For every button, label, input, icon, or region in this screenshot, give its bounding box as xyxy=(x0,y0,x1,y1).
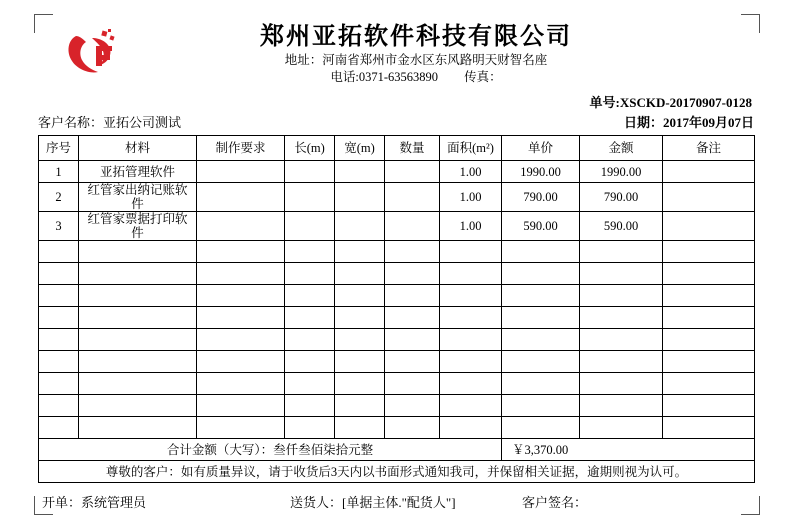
cell-empty xyxy=(39,307,79,329)
header-text-block xyxy=(38,22,754,86)
cell-empty xyxy=(385,329,440,351)
cell-empty xyxy=(197,417,285,439)
cell-index: 2 xyxy=(39,183,79,212)
cell-empty xyxy=(385,351,440,373)
cell-unit-price: 790.00 xyxy=(502,183,580,212)
cell-empty xyxy=(502,329,580,351)
cell-amount: 790.00 xyxy=(580,183,663,212)
cell-empty xyxy=(39,329,79,351)
cell-empty xyxy=(39,351,79,373)
cell-empty xyxy=(385,285,440,307)
col-length: 长(m) xyxy=(285,136,335,161)
cell-empty xyxy=(335,417,385,439)
col-width: 宽(m) xyxy=(335,136,385,161)
cell-empty xyxy=(440,351,502,373)
cell-empty xyxy=(285,285,335,307)
table-row-empty xyxy=(39,329,755,351)
cell-amount: 1990.00 xyxy=(580,161,663,183)
cell-empty xyxy=(663,351,755,373)
cell-unit-price: 1990.00 xyxy=(502,161,580,183)
cell-empty xyxy=(79,263,197,285)
cell-width xyxy=(335,161,385,183)
cell-unit-price: 590.00 xyxy=(502,212,580,241)
cell-empty xyxy=(285,241,335,263)
table-body xyxy=(39,161,755,439)
cell-empty xyxy=(285,329,335,351)
company-phone: 电话:0371-63563890 xyxy=(330,70,439,84)
cell-empty xyxy=(580,241,663,263)
cell-empty xyxy=(502,417,580,439)
cell-empty xyxy=(197,307,285,329)
table-row xyxy=(39,212,755,241)
cell-empty xyxy=(580,307,663,329)
cell-empty xyxy=(79,307,197,329)
cell-empty xyxy=(335,373,385,395)
cell-empty xyxy=(197,285,285,307)
cell-empty xyxy=(385,395,440,417)
cell-empty xyxy=(79,241,197,263)
cell-length xyxy=(285,212,335,241)
company-address: 地址：河南省郑州市金水区东风路明天财智名座 xyxy=(284,53,548,67)
cell-empty xyxy=(440,241,502,263)
col-remark: 备注 xyxy=(663,136,755,161)
cell-empty xyxy=(39,285,79,307)
cell-empty xyxy=(335,351,385,373)
cell-empty xyxy=(197,351,285,373)
table-row-empty xyxy=(39,263,755,285)
cell-quantity xyxy=(385,212,440,241)
cell-empty xyxy=(580,263,663,285)
cell-empty xyxy=(663,263,755,285)
cell-empty xyxy=(39,417,79,439)
company-name: 郑州亚拓软件科技有限公司 xyxy=(260,24,572,50)
cell-area: 1.00 xyxy=(440,183,502,212)
cell-remark xyxy=(663,161,755,183)
document-footer xyxy=(38,492,754,511)
footer-maker: 开单：系统管理员 xyxy=(42,495,147,510)
cell-empty xyxy=(79,395,197,417)
table-row xyxy=(39,161,755,183)
footer-deliverer: 送货人：[单据主体."配货人"] xyxy=(290,495,456,510)
table-header xyxy=(39,136,755,161)
cell-material: 红管家票据打印软件 xyxy=(79,212,197,241)
cell-quantity xyxy=(385,161,440,183)
cell-empty xyxy=(440,395,502,417)
company-logo-icon xyxy=(62,28,124,80)
order-number: 单号:XSCKD-20170907-0128 xyxy=(589,95,752,110)
cell-empty xyxy=(197,241,285,263)
cell-amount: 590.00 xyxy=(580,212,663,241)
cell-empty xyxy=(385,307,440,329)
cell-empty xyxy=(385,373,440,395)
col-unit-price: 单价 xyxy=(502,136,580,161)
table-row-empty xyxy=(39,307,755,329)
cell-empty xyxy=(580,351,663,373)
customer-name: 亚拓公司测试 xyxy=(103,115,182,130)
cell-empty xyxy=(502,351,580,373)
table-row xyxy=(39,183,755,212)
cell-empty xyxy=(335,307,385,329)
cell-empty xyxy=(440,307,502,329)
cell-empty xyxy=(335,241,385,263)
cell-empty xyxy=(385,241,440,263)
cell-empty xyxy=(663,373,755,395)
table-row-empty xyxy=(39,373,755,395)
cell-empty xyxy=(285,263,335,285)
cell-empty xyxy=(335,395,385,417)
order-date: 日期：2017年09月07日 xyxy=(623,115,754,130)
cell-empty xyxy=(663,417,755,439)
cell-requirement xyxy=(197,161,285,183)
cell-empty xyxy=(79,351,197,373)
cell-empty xyxy=(663,307,755,329)
cell-empty xyxy=(580,395,663,417)
cell-empty xyxy=(335,329,385,351)
cell-index: 1 xyxy=(39,161,79,183)
table-header-row xyxy=(39,136,755,161)
cell-empty xyxy=(440,285,502,307)
company-contact xyxy=(78,69,754,86)
cell-empty xyxy=(79,329,197,351)
table-row-empty xyxy=(39,285,755,307)
cell-requirement xyxy=(197,212,285,241)
cell-empty xyxy=(39,263,79,285)
table-footer xyxy=(39,439,755,483)
document-header xyxy=(38,22,754,94)
col-requirement: 制作要求 xyxy=(197,136,285,161)
cell-area: 1.00 xyxy=(440,212,502,241)
col-quantity: 数量 xyxy=(385,136,440,161)
cell-empty xyxy=(285,417,335,439)
cell-empty xyxy=(663,395,755,417)
items-table xyxy=(38,135,755,483)
cell-empty xyxy=(385,417,440,439)
total-label: 合计金额（大写）：叁仟叁佰柒拾元整 xyxy=(39,439,502,461)
invoice-document xyxy=(38,22,754,511)
cell-material: 红管家出纳记账软件 xyxy=(79,183,197,212)
cell-remark xyxy=(663,212,755,241)
cell-length xyxy=(285,161,335,183)
col-index: 序号 xyxy=(39,136,79,161)
cell-empty xyxy=(79,417,197,439)
cell-empty xyxy=(580,285,663,307)
cell-empty xyxy=(440,263,502,285)
cell-empty xyxy=(502,241,580,263)
cell-empty xyxy=(335,285,385,307)
table-row-empty xyxy=(39,351,755,373)
cell-empty xyxy=(335,263,385,285)
cell-empty xyxy=(580,417,663,439)
cell-empty xyxy=(440,373,502,395)
total-row xyxy=(39,439,755,461)
cell-empty xyxy=(285,395,335,417)
cell-empty xyxy=(39,395,79,417)
customer-line xyxy=(38,113,181,133)
cell-width xyxy=(335,212,385,241)
cell-empty xyxy=(502,373,580,395)
table-row-empty xyxy=(39,241,755,263)
cell-width xyxy=(335,183,385,212)
cell-empty xyxy=(285,373,335,395)
table-row-empty xyxy=(39,395,755,417)
company-fax: 传真： xyxy=(464,70,502,84)
cell-empty xyxy=(580,329,663,351)
footer-signature: 客户签名： xyxy=(522,495,588,510)
cell-empty xyxy=(39,241,79,263)
col-amount: 金额 xyxy=(580,136,663,161)
cell-quantity xyxy=(385,183,440,212)
cell-empty xyxy=(502,307,580,329)
total-amount: ￥3,370.00 xyxy=(502,439,755,461)
cell-empty xyxy=(502,395,580,417)
cell-empty xyxy=(197,329,285,351)
cell-material: 亚拓管理软件 xyxy=(79,161,197,183)
cell-empty xyxy=(502,285,580,307)
col-material: 材料 xyxy=(79,136,197,161)
cell-empty xyxy=(285,351,335,373)
cell-empty xyxy=(663,285,755,307)
cell-empty xyxy=(663,329,755,351)
cell-empty xyxy=(502,263,580,285)
notice-row xyxy=(39,461,755,483)
cell-empty xyxy=(197,373,285,395)
cell-empty xyxy=(663,241,755,263)
cell-remark xyxy=(663,183,755,212)
cell-area: 1.00 xyxy=(440,161,502,183)
cell-empty xyxy=(385,263,440,285)
table-row-empty xyxy=(39,417,755,439)
customer-label: 客户名称： xyxy=(38,115,104,130)
cell-empty xyxy=(39,373,79,395)
notice-text: 尊敬的客户：如有质量异议，请于收货后3天内以书面形式通知我司，并保留相关证据，逾期则视为认可。 xyxy=(39,461,755,483)
cell-length xyxy=(285,183,335,212)
cell-empty xyxy=(79,285,197,307)
cell-empty xyxy=(197,395,285,417)
cell-empty xyxy=(285,307,335,329)
cell-index: 3 xyxy=(39,212,79,241)
meta-row xyxy=(38,113,754,133)
col-area: 面积(m²) xyxy=(440,136,502,161)
cell-empty xyxy=(197,263,285,285)
cell-empty xyxy=(580,373,663,395)
cell-empty xyxy=(440,417,502,439)
cell-empty xyxy=(440,329,502,351)
cell-requirement xyxy=(197,183,285,212)
cell-empty xyxy=(79,373,197,395)
